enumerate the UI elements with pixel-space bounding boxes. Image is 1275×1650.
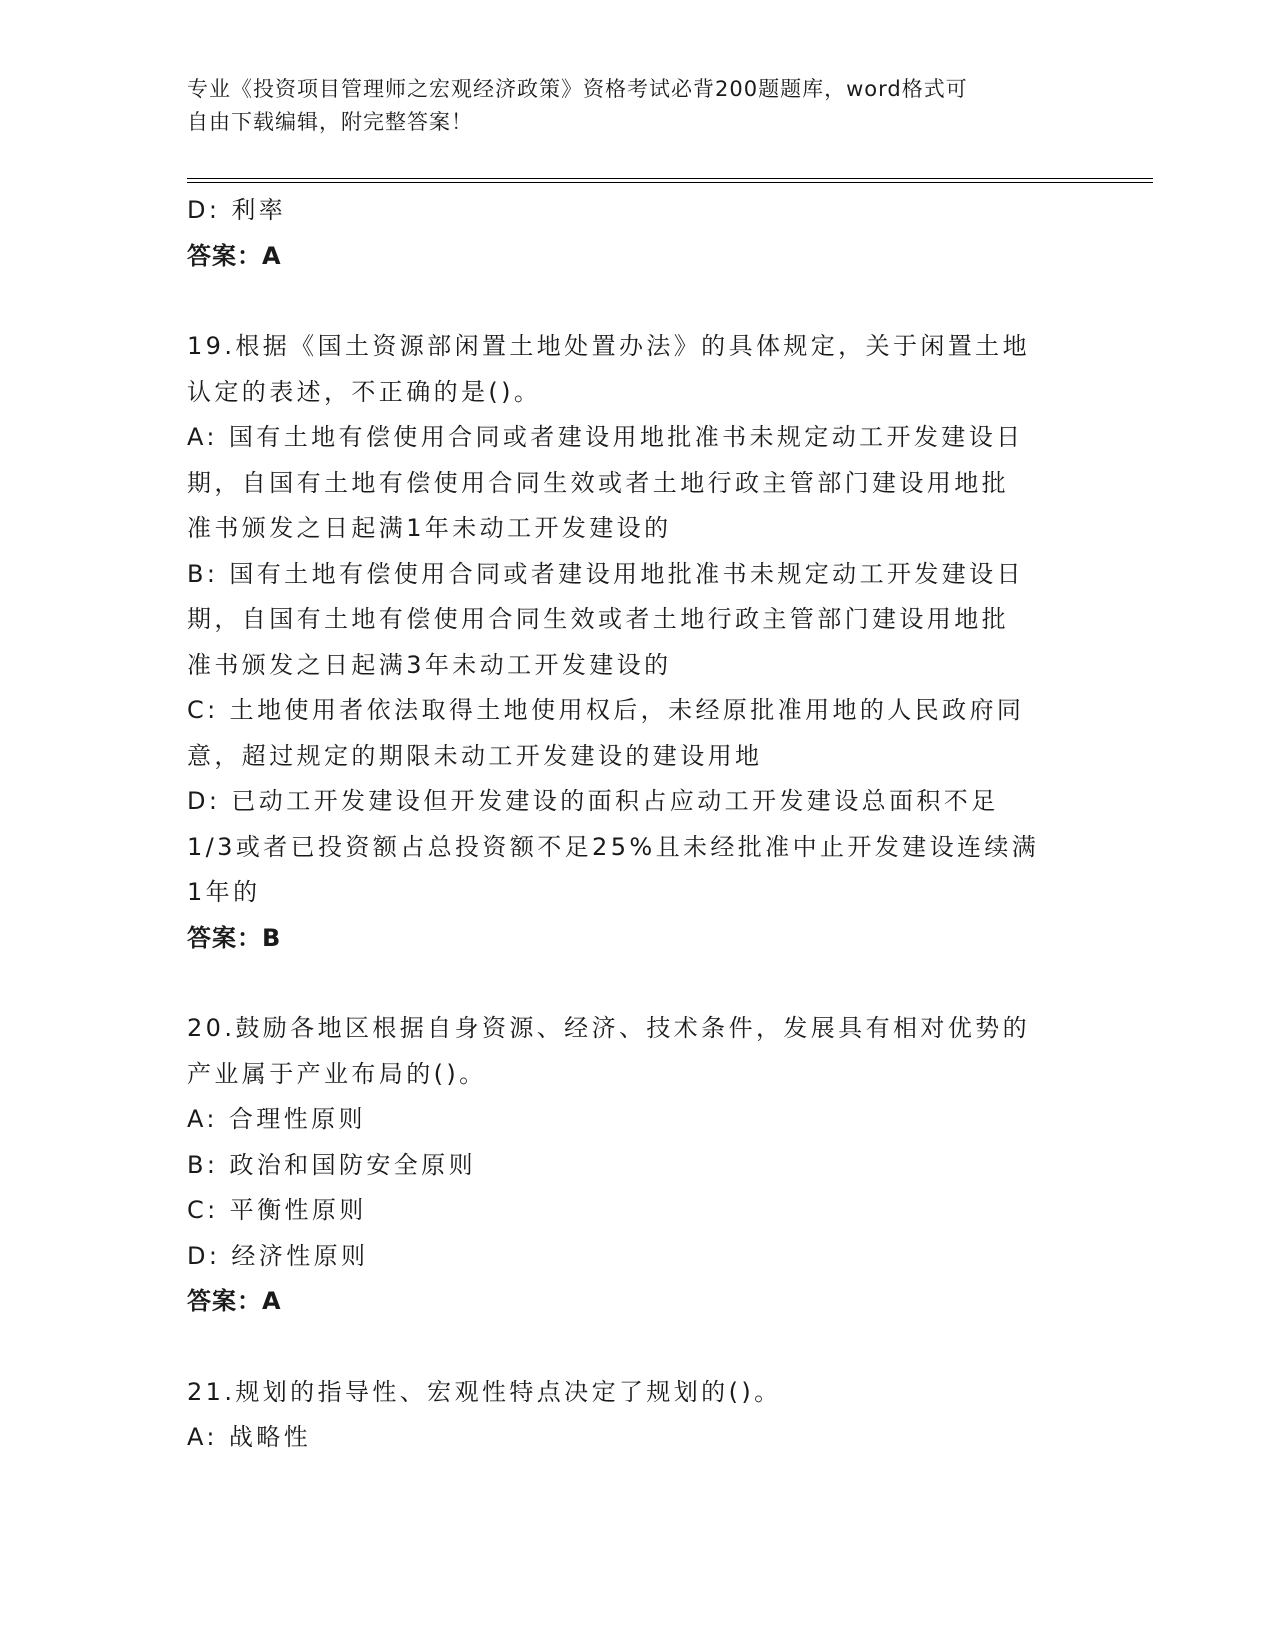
option-a: A: 战略性 [187,1423,312,1451]
option-d-line: 1/3或者已投资额占总投资额不足25%且未经批准中止开发建设连续满 [187,832,1040,861]
question-stem-line: 认定的表述，不正确的是()。 [187,377,542,406]
option-d: D: 经济性原则 [187,1241,369,1270]
option-d: D: 利率 [187,196,287,224]
spacer [187,279,1077,324]
option-a-line: 准书颁发之日起满1年未动工开发建设的 [187,514,672,542]
document-header [187,73,1067,139]
header-line-1: 专业《投资项目管理师之宏观经济政策》资格考试必背200题题库，word格式可 [187,77,968,101]
answer-label: 答案：A [187,241,282,270]
question-21 [187,1370,1077,1461]
option-c-line: 意，超过规定的期限未动工开发建设的建设用地 [187,741,763,770]
question-stem-line: 21.规划的指导性、宏观性特点决定了规划的()。 [187,1377,782,1406]
question-stem-line: 19.根据《国土资源部闲置土地处置办法》的具体规定，关于闲置土地 [187,332,1030,360]
question-19 [187,324,1077,961]
question-20 [187,1006,1077,1325]
header-rule-bottom [187,182,1153,183]
option-b-line: 期，自国有土地有偿使用合同生效或者土地行政主管部门建设用地批 [187,605,1009,633]
previous-question-tail [187,188,1077,279]
spacer [187,961,1077,1006]
question-stem-line: 20.鼓励各地区根据自身资源、经济、技术条件，发展具有相对优势的 [187,1014,1030,1042]
option-d-line: D: 已动工开发建设但开发建设的面积占应动工开发建设总面积不足 [187,787,999,815]
option-c: C: 平衡性原则 [187,1196,367,1224]
option-b-line: 准书颁发之日起满3年未动工开发建设的 [187,650,672,679]
option-b: B: 政治和国防安全原则 [187,1150,476,1179]
header-line-2: 自由下载编辑，附完整答案！ [187,110,473,134]
header-rule-top [187,178,1153,179]
option-a: A: 合理性原则 [187,1105,366,1133]
answer-label: 答案：A [187,1287,282,1315]
option-c-line: C: 土地使用者依法取得土地使用权后，未经原批准用地的人民政府同 [187,696,1025,724]
question-stem-line: 产业属于产业布局的()。 [187,1059,487,1088]
answer-label: 答案：B [187,923,282,952]
option-b-line: B: 国有土地有偿使用合同或者建设用地批准书未规定动工开发建设日 [187,559,1024,588]
option-a-line: A: 国有土地有偿使用合同或者建设用地批准书未规定动工开发建设日 [187,423,1024,451]
option-a-line: 期，自国有土地有偿使用合同生效或者土地行政主管部门建设用地批 [187,468,1009,497]
document-body [187,188,1077,1461]
option-d-line: 1年的 [187,878,261,906]
spacer [187,1325,1077,1370]
